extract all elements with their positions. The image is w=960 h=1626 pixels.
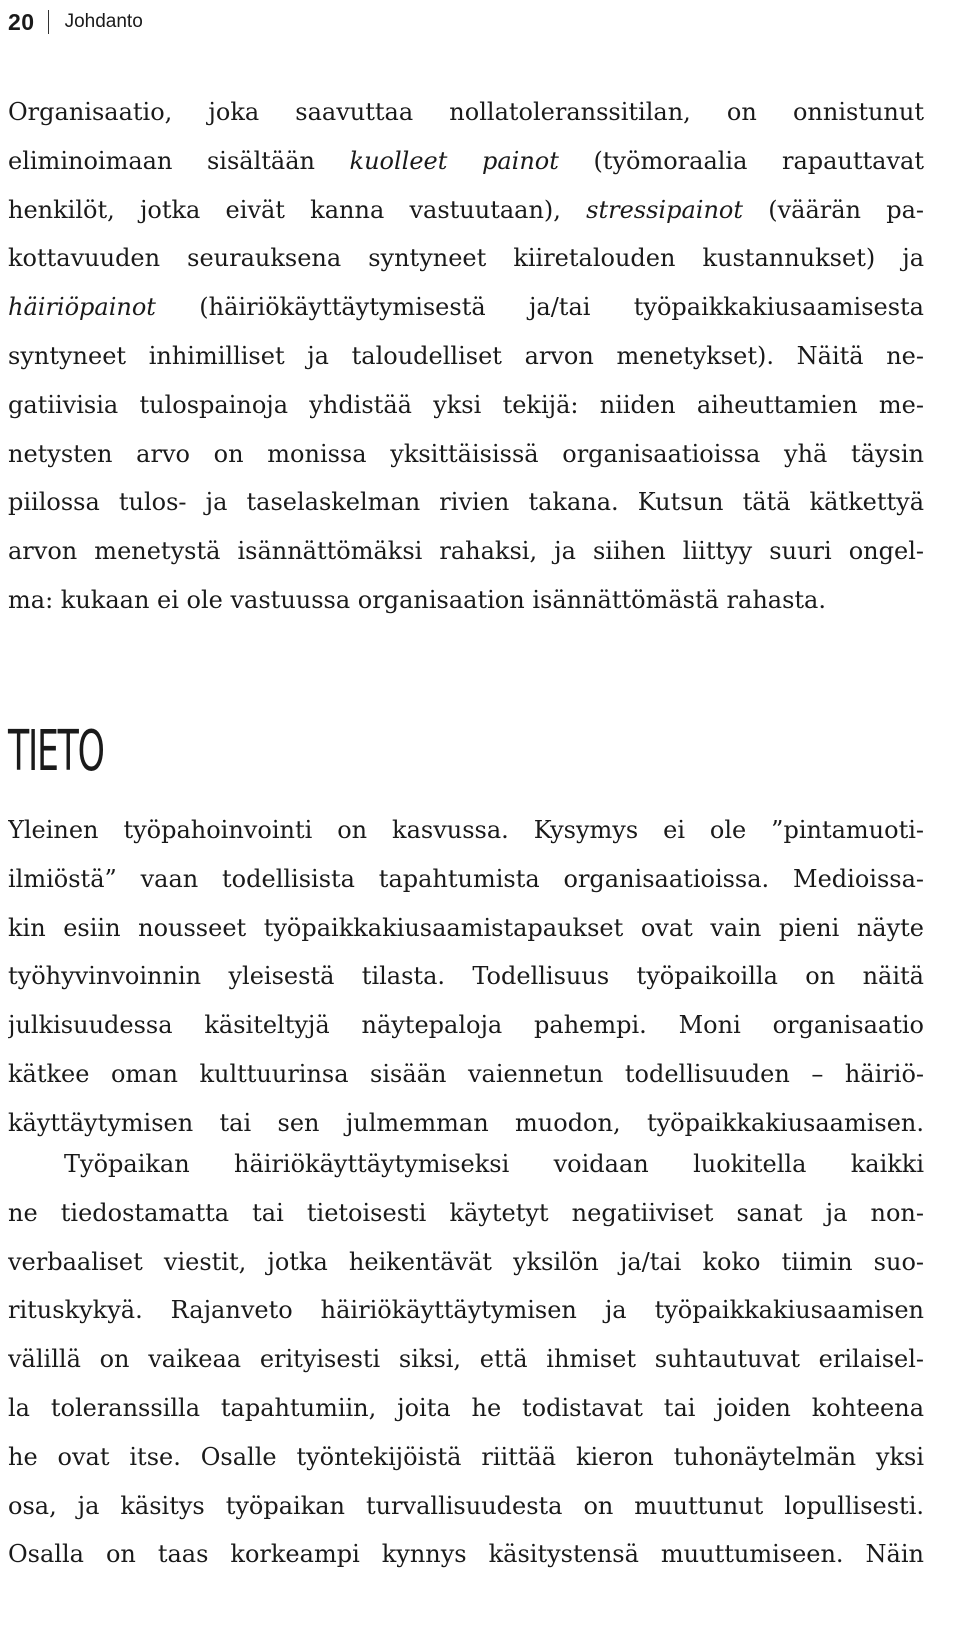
paragraph-line: gatiivisia tulospainoja yhdistää yksi tekijä: niiden aiheuttamien me-	[8, 390, 924, 419]
term-dead-weights: kuolleet painot	[349, 146, 559, 175]
paragraph-line: Organisaatio, joka saavuttaa nollatoleranssitilan, on onnistunut	[8, 98, 924, 126]
paragraph-line: ilmiöstä” vaan todellisista tapahtumista organisaatioissa. Medioissa-	[8, 864, 924, 893]
paragraph-line: ne tiedostamatta tai tietoisesti käytetyt negatiiviset sanat ja non-	[8, 1198, 924, 1227]
paragraph-line: henkilöt, jotka eivät kanna vastuutaan), stressipainot (väärän pa-	[8, 195, 924, 224]
paragraph-line: käyttäytymisen tai sen julmemman muodon, työpaikkakiusaamisen.	[8, 1108, 924, 1137]
paragraph-knowledge	[8, 806, 924, 1148]
paragraph-line: he ovat itse. Osalle työntekijöistä riittää kieron tuhonäytelmän yksi	[8, 1442, 924, 1471]
paragraph-definition	[8, 1140, 924, 1579]
paragraph-line: piilossa tulos- ja taselaskelman rivien takana. Kutsun tätä kätkettyä	[8, 488, 924, 517]
paragraph-line: rituskykyä. Rajanveto häiriökäyttäytymisen ja työpaikkakiusaamisen	[8, 1296, 924, 1325]
page-number: 20	[8, 8, 35, 35]
paragraph-line: syntyneet inhimilliset ja taloudelliset arvon menetykset). Näitä ne-	[8, 341, 924, 370]
paragraph-line: ma: kukaan ei ole vastuussa organisaation isännättömästä rahasta.	[8, 585, 826, 614]
paragraph-line: Työpaikan häiriökäyttäytymiseksi voidaan luokitella kaikki	[64, 1150, 924, 1178]
paragraph-line: la toleranssilla tapahtumiin, joita he todistavat tai joiden kohteena	[8, 1393, 924, 1422]
header-divider	[48, 10, 49, 34]
paragraph-line: kin esiin nousseet työpaikkakiusaamistapaukset ovat vain pieni näyte	[8, 913, 924, 942]
paragraph-line: osa, ja käsitys työpaikan turvallisuudesta on muuttunut lopullisesti.	[8, 1491, 924, 1520]
running-head	[8, 4, 143, 40]
paragraph-line: työhyvinvoinnin yleisestä tilasta. Todellisuus työpaikoilla on näitä	[8, 962, 924, 991]
term-disruption-weights: häiriöpainot	[8, 293, 156, 322]
paragraph-line: välillä on vaikeaa erityisesti siksi, että ihmiset suhtautuvat erilaisel-	[8, 1345, 924, 1374]
paragraph-line: verbaaliset viestit, jotka heikentävät yksilön ja/tai koko tiimin suo-	[8, 1247, 924, 1276]
paragraph-line: häiriöpainot (häiriökäyttäytymisestä ja/tai työpaikkakiusaamisesta	[8, 293, 924, 322]
paragraph-line: eliminoimaan sisältään kuolleet painot (työmoraalia rapauttavat	[8, 146, 924, 175]
section-title: Johdanto	[64, 11, 143, 32]
term-stress-weights: stressipainot	[586, 195, 743, 224]
paragraph-line: julkisuudessa käsiteltyjä näytepaloja pahempi. Moni organisaatio	[8, 1011, 924, 1040]
paragraph-line: arvon menetystä isännättömäksi rahaksi, ja siihen liittyy suuri ongel-	[8, 537, 924, 566]
paragraph-line: Osalla on taas korkeampi kynnys käsitystensä muuttumiseen. Näin	[8, 1540, 924, 1569]
paragraph-line: Yleinen työpahoinvointi on kasvussa. Kysymys ei ole ”pintamuoti-	[8, 816, 924, 844]
section-heading: TIETO	[8, 719, 104, 784]
paragraph-line: kottavuuden seurauksena syntyneet kiiretalouden kustannukset) ja	[8, 244, 924, 273]
paragraph-intro	[8, 88, 924, 625]
paragraph-line: kätkee oman kulttuurinsa sisään vaiennetun todellisuuden – häiriö-	[8, 1059, 924, 1088]
paragraph-line: netysten arvo on monissa yksittäisissä organisaatioissa yhä täysin	[8, 439, 924, 468]
